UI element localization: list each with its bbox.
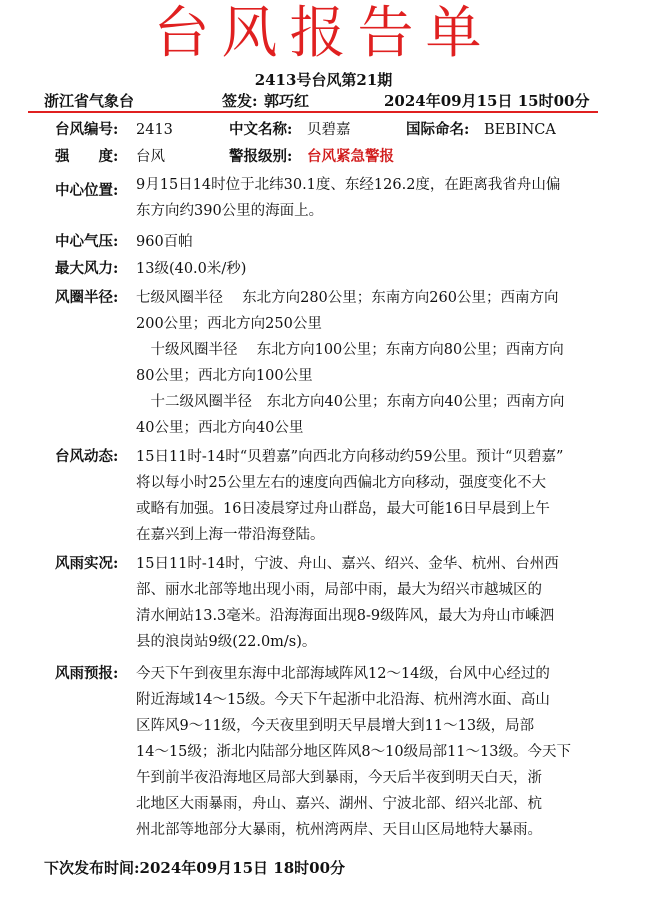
report-header [44, 90, 604, 110]
center-position-line: 东方向约390公里的海面上。 [136, 203, 324, 219]
intl-name-label: 国际命名: [406, 121, 470, 138]
forecast-line: 今天下午到夜里东海中北部海域阵风12～14级，台风中心经过的 [136, 666, 550, 682]
max-wind-value-text: 13级(40.0米/秒) [136, 261, 247, 277]
forecast-text [136, 661, 596, 843]
wind-radius-text [136, 285, 596, 441]
intl-name-value: BEBINCA [484, 122, 556, 138]
pressure-label: 中心气压: [55, 233, 119, 250]
center-position-line: 9月15日14时位于北纬30.1度、东经126.2度，在距离我省舟山偏 [136, 177, 561, 193]
next-issue [44, 857, 345, 878]
forecast-line: 附近海域14～15级。今天下午起浙中北沿海、杭州湾水面、高山 [136, 692, 550, 708]
pressure-value-text: 960百帕 [136, 234, 193, 250]
wind-radius-label: 风圈半径: [55, 289, 119, 306]
warning-level-value: 台风紧急警报 [307, 148, 394, 165]
signer-label: 签发: [222, 92, 258, 110]
forecast-line: 北地区大雨暴雨，舟山、嘉兴、湖州、宁波北部、绍兴北部、杭 [136, 796, 542, 812]
pressure-value [136, 229, 596, 255]
movement-text [136, 444, 596, 548]
issue-number: 2413号台风第21期 [254, 71, 393, 89]
info-row-2 [0, 147, 647, 167]
observed-line: 部、丽水北部等地出现小雨，局部中雨，最大为绍兴市越城区的 [136, 582, 542, 598]
typhoon-id-label: 台风编号: [55, 121, 119, 138]
wind-radius-line: 十二级风圈半径 东北方向40公里；东南方向40公里；西南方向 [136, 394, 565, 410]
observed-text [136, 551, 596, 655]
report-title: 台风报告单 [153, 1, 494, 66]
max-wind-label: 最大风力: [55, 260, 119, 277]
wind-radius-line: 40公里；西北方向40公里 [136, 420, 304, 436]
center-position-label: 中心位置: [55, 182, 119, 199]
chinese-name-label: 中文名称: [229, 121, 293, 138]
forecast-line: 区阵风9～11级，今天夜里到明天早晨增大到11～13级，局部 [136, 718, 535, 734]
movement-line: 15日11时-14时“贝碧嘉”向西北方向移动约59公里。预计“贝碧嘉” [136, 449, 564, 465]
movement-line: 在嘉兴到上海一带沿海登陆。 [136, 527, 325, 543]
strength-value: 台风 [136, 149, 165, 165]
typhoon-id-value: 2413 [136, 122, 173, 138]
warning-level-label: 警报级别: [229, 148, 293, 165]
next-issue-label: 下次发布时间: [44, 859, 140, 877]
wind-radius-line: 七级风圈半径 东北方向280公里；东南方向260公里；西南方向 [136, 290, 559, 306]
observed-line: 15日11时-14时，宁波、舟山、嘉兴、绍兴、金华、杭州、台州西 [136, 556, 559, 572]
issue-datetime: 2024年09月15日 15时00分 [384, 92, 590, 110]
wind-radius-line: 80公里；西北方向100公里 [136, 368, 313, 384]
center-position-text [136, 172, 596, 224]
forecast-line: 州北部等地部分大暴雨，杭州湾两岸、天目山区局地特大暴雨。 [136, 822, 542, 838]
forecast-label: 风雨预报: [55, 665, 119, 682]
forecast-line: 午到前半夜沿海地区局部大到暴雨，今天后半夜到明天白天，浙 [136, 770, 542, 786]
max-wind-value [136, 256, 596, 282]
forecast-line: 14～15级；浙北内陆部分地区阵风8～10级局部11～13级。今天下 [136, 744, 571, 760]
info-row-1 [0, 120, 647, 140]
movement-line: 或略有加强。16日凌晨穿过舟山群岛，最大可能16日早晨到上午 [136, 501, 550, 517]
wind-radius-line: 十级风圈半径 东北方向100公里；东南方向80公里；西南方向 [136, 342, 564, 358]
strength-label: 强 度: [55, 148, 119, 165]
observed-line: 县的浪岗站9级(22.0m/s)。 [136, 634, 317, 650]
movement-line: 将以每小时25公里左右的速度向西偏北方向移动，强度变化不大 [136, 475, 546, 491]
observed-line: 清水闸站13.3毫米。沿海海面出现8-9级阵风，最大为舟山市嵊泗 [136, 608, 555, 624]
next-issue-time: 2024年09月15日 18时00分 [139, 859, 346, 877]
chinese-name-value: 贝碧嘉 [307, 122, 351, 138]
signer-name: 郭巧红 [264, 92, 310, 110]
header-divider [28, 111, 598, 113]
wind-radius-line: 200公里；西北方向250公里 [136, 316, 322, 332]
agency-name: 浙江省气象台 [44, 92, 135, 110]
movement-label: 台风动态: [55, 448, 119, 465]
observed-label: 风雨实况: [55, 555, 119, 572]
